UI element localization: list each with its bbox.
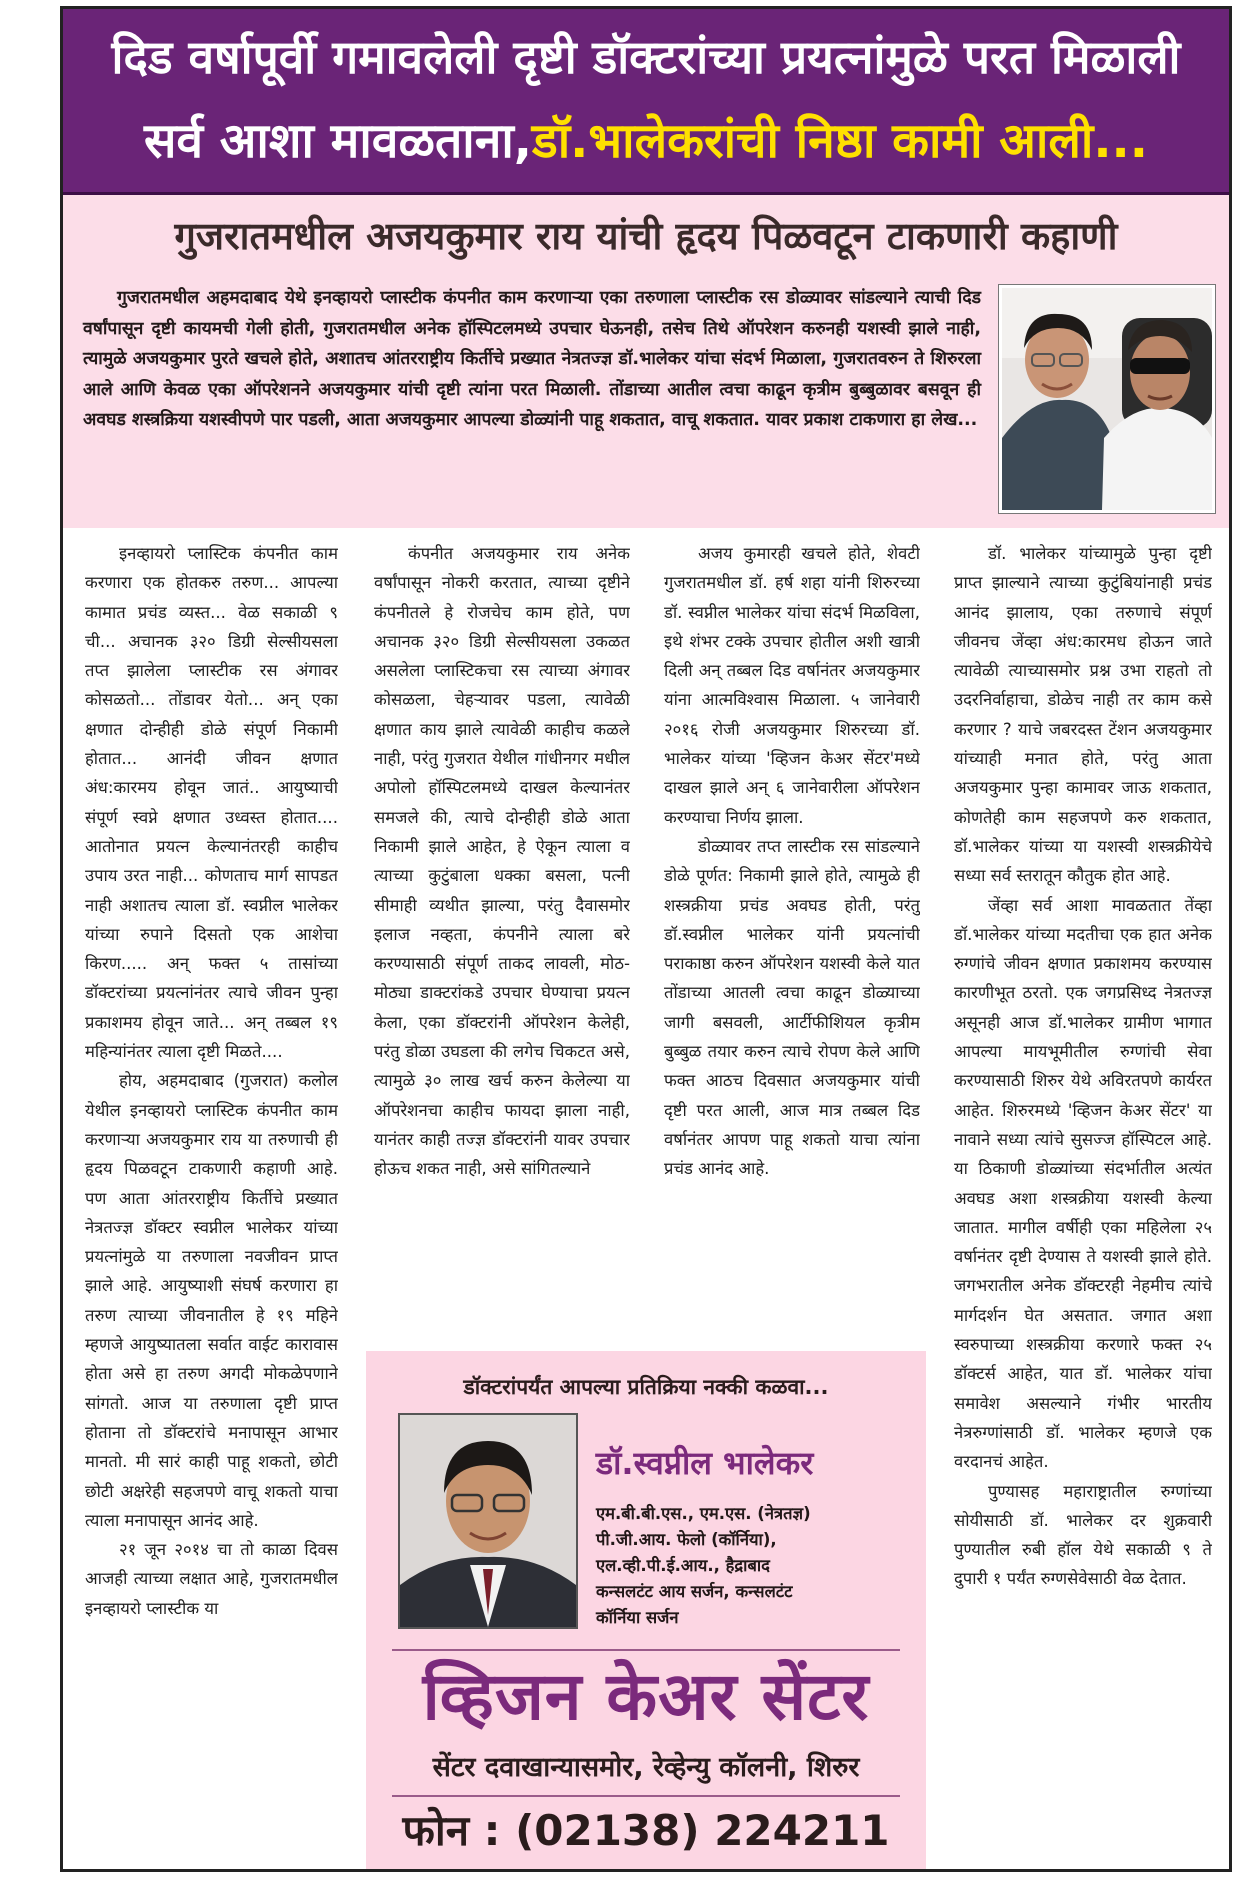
doctor-name: डॉ.स्वप्नील भालेकर bbox=[596, 1444, 814, 1482]
headline-line-2 bbox=[79, 109, 1213, 173]
subheadline: गुजरातमधील अजयकुमार राय यांची हृदय पिळवटून टाकणारी कहाणी bbox=[174, 214, 1118, 258]
clinic-phone: फोन : (02138) 224211 bbox=[402, 1806, 890, 1855]
headline-line-2-white: सर्व आशा मावळताना, bbox=[143, 113, 533, 169]
qualification-line: कॉर्निया सर्जन bbox=[596, 1608, 679, 1627]
article-column-2 bbox=[374, 539, 630, 1334]
col4-paragraph-1: डॉ. भालेकर यांच्यामुळे पुन्हा दृष्टी प्राप्त झाल्याने त्याच्या कुटुंबियांनाही प्रचंड आनंद झालाय, एका तरुणाचे संपूर्ण जीवनच जेंव्हा अंध:कारमध होऊन जाते त्यावेळी त्याच्यासमोर प्रश्न उभा राहतो तो उदरनिर्वाहाचा, डोळेच नाही तर काम कसे करणार ? याचे जबरदस्त टेंशन अजयकुमार यांच्याही मनात होते, परंतु आता अजयकुमार पुन्हा कामावर जाऊ शकतात, कोणतेही काम सहजपणे करु शकतात, डॉ.भालेकर यांच्या या यशस्वी शस्त्रक्रीयेचे सध्या सर्व स्तरातून कौतुक होत आहे. bbox=[954, 544, 1212, 886]
intro-paragraph: गुजरातमधील अहमदाबाद येथे इनव्हायरो प्लास्टीक कंपनीत काम करणाऱ्या एका तरुणाला प्लास्टीक रस डोळ्यावर सांडल्याने त्याची दिड वर्षांपासून दृष्टी कायमची गेली होती, गुजरातमधील अनेक हॉस्पिटलमध्ये उपचार घेऊनही, तसेच तिथे ऑपरेशन करुनही यशस्वी झाले नाही, त्यामुळे अजयकुमार पुरते खचले होते, अशातच आंतरराष्ट्रीय किर्तीचे प्रख्यात नेत्रतज्ज्ञ डॉ.भालेकर यांचा संदर्भ मिळाला, गुजरातवरुन ते शिरुरला आले आणि केवळ एका ऑपरेशनने अजयकुमार यांची दृष्टी त्यांना परत मिळाली. तोंडाच्या आतील त्वचा काढून कृत्रीम बुब्बुळावर बसवून ही अवघड शस्त्रक्रिया यशस्वीपणे पार पडली, आता अजयकुमार आपल्या डोळ्यांनी पाहू शकतात, वाचू शकतात. यावर प्रकाश टाकणारा हा लेख... bbox=[83, 288, 981, 430]
patient-doctor-photo bbox=[999, 285, 1215, 513]
patient-doctor-photo-image bbox=[1002, 288, 1212, 510]
headline-line-1: दिड वर्षापूर्वी गमावलेली दृष्टी डॉक्टरांच्या प्रयत्नांमुळे परत मिळाली bbox=[111, 30, 1181, 84]
col2-paragraph-1: कंपनीत अजयकुमार राय अनेक वर्षांपासून नोकरी करतात, त्याच्या दृष्टीने कंपनीतले हे रोजचेच काम होते, पण अचानक ३२० डिग्री सेल्सीयसला उकळत असलेला प्लास्टिकचा रस त्याच्या अंगावर कोसळला, चेहऱ्यावर पडला, त्यावेळी क्षणात काय झाले त्यावेळी काहीच कळले नाही, परंतु गुजरात येथील गांधीनगर मधील अपोलो हॉस्पिटलमध्ये दाखल केल्यानंतर समजले की, त्याचे दोन्हीही डोळे आता निकामी झाले आहेत, हे ऐकून त्याला व त्याच्या कुटुंबाला धक्का बसला, पत्नी सीमाही व्यथीत झाल्या, परंतु दैवासमोर इलाज नव्हता, कंपनीने त्याला बरे करण्यासाठी संपूर्ण ताकद लावली, मोठ-मोठ्या डाक्टरांकडे उपचार घेण्याचा प्रयत्न केला, एका डॉक्टरांनी ऑपरेशन केलेही, परंतु डोळा उघडला की लगेच चिकटत असे, त्यामुळे ३० लाख खर्च करुन केलेल्या या ऑपरेशनचा काहीच फायदा झाला नाही, यानंतर काही तज्ज्ञ डॉक्टरांनी यावर उपचार होऊच शकत नाही, असे सांगितल्याने bbox=[374, 544, 630, 1179]
doctor-portrait bbox=[398, 1413, 578, 1629]
col4-paragraph-3: पुण्यासह महाराष्ट्रातील रुग्णांच्या सोयीसाठी डॉ. भालेकर दर शुक्रवारी पुण्यातील रुबी हॉल येथे सकाळी ९ ते दुपारी १ पर्यंत रुग्णसेवेसाठी वेळ देतात. bbox=[954, 1481, 1212, 1589]
intro-section bbox=[63, 195, 1229, 528]
col3-paragraph-2: डोळ्यावर तप्त लास्टीक रस सांडल्याने डोळे पूर्णत: निकामी झाले होते, त्यामुळे ही शस्त्रक्रीया प्रचंड अवघड होती, परंतु डॉ.स्वप्नील भालेकर यांनी प्रयत्नांची पराकाष्ठा करुन ऑपरेशन यशस्वी केले यात तोंडाच्या आतली त्वचा काढून डोळ्याच्या जागी बसवली, आर्टीफीशियल कृत्रीम बुब्बुळ तयार करुन त्याचे रोपण केले आणि फक्त आठच दिवसात अजयकुमार यांची दृष्टी परत आली, आज मात्र तब्बल दिड वर्षानंतर आपण पाहू शकतो याचा त्यांना प्रचंड आनंद आहे. bbox=[664, 836, 920, 1179]
col1-paragraph-1: इनव्हायरो प्लास्टिक कंपनीत काम करणारा एक होतकरु तरुण... आपल्या कामात प्रचंड व्यस्त... वेळ सकाळी ९ ची... अचानक ३२० डिग्री सेल्सीयसला तप्त झालेला प्लास्टीक रस अंगावर कोसळतो... तोंडावर येतो... अन् एका क्षणात दोन्हीही डोळे संपूर्ण निकामी होतात... आनंदी जीवन क्षणात अंध:कारमय होवून जातं.. आयुष्याची संपूर्ण स्वप्ने क्षणात उध्वस्त होतात.... आतोनात प्रयत्न केल्यानंतरही काहीच उपाय उरत नाही... कोणताच मार्ग सापडत नाही अशातच त्याला डॉ. स्वप्नील भालेकर यांच्या रुपाने दिसतो एक आशेचा किरण..... अन् फक्त ५ तासांच्या डॉक्टरांच्या प्रयत्नांनंतर त्याचे जीवन पुन्हा प्रकाशमय होवून जाते... अन् तब्बल १९ महिन्यांनंतर त्याला दृष्टी मिळते.... bbox=[85, 544, 338, 1062]
col1-paragraph-3: २१ जून २०१४ चा तो काळा दिवस आजही त्याच्या लक्षात आहे, गुजरातमधील इनव्हायरो प्लास्टीक या bbox=[85, 1540, 338, 1618]
col3-paragraph-1: अजय कुमारही खचले होते, शेवटी गुजरातमधील डॉ. हर्ष शहा यांनी शिरुरच्या डॉ. स्वप्नील भालेकर यांचा संदर्भ मिळविला, इथे शंभर टक्के उपचार होतील अशी खात्री दिली अन् तब्बल दिड वर्षानंतर अजयकुमार यांना आत्मविश्वास मिळाला. ५ जानेवारी २०१६ रोजी अजयकुमार शिरुरच्या डॉ. भालेकर यांच्या 'व्हिजन केअर सेंटर'मध्ये दाखल झाले अन् ६ जानेवारीला ऑपरेशन करण्याचा निर्णय झाला. bbox=[664, 544, 920, 827]
newspaper-page bbox=[60, 6, 1232, 1872]
article-column-4 bbox=[954, 539, 1212, 1861]
col4-paragraph-2: जेंव्हा सर्व आशा मावळतात तेंव्हा डॉ.भालेकर यांच्या मदतीचा एक हात अनेक रुग्णांचे जीवन क्षणात प्रकाशमय करण्यास कारणीभूत ठरतो. एक जगप्रसिध्द नेत्रतज्ज्ञ असूनही आज डॉ.भालेकर ग्रामीण भागात आपल्या मायभूमीतील रुग्णांची सेवा करण्यासाठी शिरुर येथे अविरतपणे कार्यरत आहेत. शिरुरमध्ये 'व्हिजन केअर सेंटर' या नावाने सध्या त्यांचे सुसज्ज हॉस्पिटल आहे. या ठिकाणी डोळ्यांच्या संदर्भातील अत्यंत अवघड अशा शस्त्रक्रीया यशस्वी केल्या जातात. मागील वर्षीही एका महिलेला २५ वर्षानंतर दृष्टी देण्यास ते यशस्वी झाले होते. जगभरातील अनेक डॉक्टरही नेहमीच त्यांचे मार्गदर्शन घेत असतात. जगात अशा स्वरुपाच्या शस्त्रक्रीया करणारे फक्त २५ डॉक्टर्स आहेत, यात डॉ. भालेकर यांचा समावेश असल्याने गंभीर भारतीय नेत्ररुग्णांसाठी डॉ. भालेकर म्हणजे एक वरदानचं आहेत. bbox=[954, 895, 1212, 1472]
article-column-1 bbox=[85, 539, 338, 1861]
clinic-advertisement bbox=[366, 1347, 926, 1869]
ad-tagline: डॉक्टरांपर्यंत आपल्या प्रतिक्रिया नक्की कळवा... bbox=[463, 1375, 829, 1399]
headline-banner bbox=[63, 9, 1229, 195]
headline-line-2-highlight: डॉ.भालेकरांची निष्ठा कामी आली... bbox=[532, 113, 1149, 169]
qualification-line: एम.बी.बी.एस., एम.एस. (नेत्रतज्ञ) bbox=[596, 1504, 811, 1523]
clinic-address: सेंटर दवाखान्यासमोर, रेव्हेन्यु कॉलनी, शिरुर bbox=[432, 1752, 860, 1783]
ad-divider bbox=[392, 1795, 900, 1797]
doctor-portrait-image bbox=[400, 1415, 576, 1627]
doctor-qualifications bbox=[596, 1501, 916, 1631]
article-column-3 bbox=[664, 539, 920, 1334]
col1-paragraph-2: होय, अहमदाबाद (गुजरात) कलोल येथील इनव्हायरो प्लास्टिक कंपनीत काम करणाऱ्या अजयकुमार राय या तरुणाची ही हृदय पिळवटून टाकणारी कहाणी आहे. पण आता आंतरराष्ट्रीय किर्तीचे प्रख्यात नेत्रतज्ज्ञ डॉक्टर स्वप्नील भालेकर यांच्या प्रयत्नांमुळे या तरुणाला नवजीवन प्राप्त झाले आहे. आयुष्याशी संघर्ष करणारा हा तरुण त्याच्या जीवनातील हे १९ महिने म्हणजे आयुष्यातला सर्वात वाईट कारावास होता असे हा तरुण अगदी मोकळेपणाने सांगतो. आज या तरुणाला दृष्टी प्राप्त होताना तो डॉक्टरांचे मनापासून आभार मानतो. मी सारं काही पाहू शकतो, छोटी छोटी अक्षरेही सहजपणे वाचू शकतो याचा त्याला मनापासून आनंद आहे. bbox=[85, 1071, 338, 1530]
qualification-line: कन्सलटंट आय सर्जन, कन्सलटंट bbox=[596, 1582, 793, 1601]
qualification-line: एल.व्ही.पी.ई.आय., हैद्राबाद bbox=[596, 1556, 770, 1575]
qualification-line: पी.जी.आय. फेलो (कॉर्निया), bbox=[596, 1530, 777, 1549]
clinic-name: व्हिजन केअर सेंटर bbox=[422, 1658, 870, 1735]
